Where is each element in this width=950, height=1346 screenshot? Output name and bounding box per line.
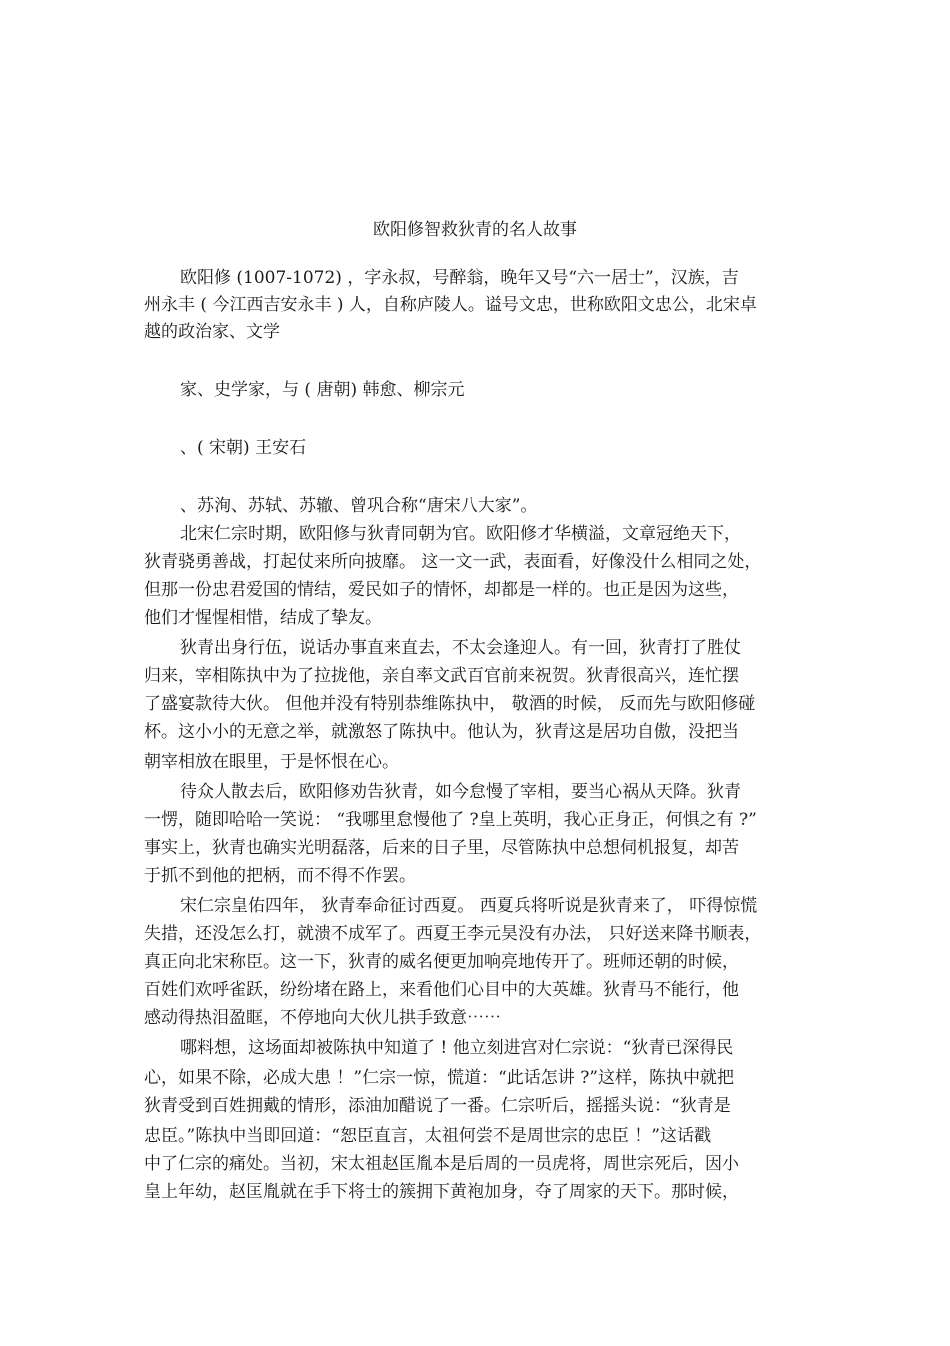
paragraph-line: 皇上年幼，赵匡胤就在手下将士的簇拥下黄袍加身，夺了周家的天下。那时候，	[144, 1182, 739, 1202]
paragraph-line: 归来，宰相陈执中为了拉拢他，亲自率文武百官前来祝贺。狄青很高兴，连忙摆	[144, 666, 739, 686]
paragraph-line: 待众人散去后，欧阳修劝告狄青，如今怠慢了宰相，要当心祸从天降。狄青	[180, 782, 741, 802]
paragraph-line: 哪料想，这场面却被陈执中知道了 ! 他立刻进宫对仁宗说：“狄青已深得民	[180, 1038, 734, 1058]
paragraph-line: 百姓们欢呼雀跃，纷纷堵在路上，来看他们心目中的大英雄。狄青马不能行，他	[144, 980, 739, 1000]
paragraph-line: 狄青受到百姓拥戴的情形，添油加醋说了一番。仁宗听后，摇摇头说：“狄青是	[144, 1096, 731, 1116]
paragraph-line: 越的政治家、文学	[144, 322, 280, 342]
paragraph-line: 家、史学家，与 ( 唐朝) 韩愈、柳宗元	[180, 380, 465, 400]
paragraph-line: 真正向北宋称臣。这一下，狄青的威名便更加响亮地传开了。班师还朝的时候，	[144, 952, 739, 972]
paragraph-line: 失措，还没怎么打，就溃不成军了。西夏王李元昊没有办法， 只好送来降书顺表，	[144, 924, 762, 944]
paragraph-line: 宋仁宗皇佑四年， 狄青奉命征讨西夏。 西夏兵将听说是狄青来了， 吓得惊慌	[180, 896, 758, 916]
paragraph-line: 朝宰相放在眼里，于是怀恨在心。	[144, 752, 399, 772]
paragraph-line: 心，如果不除，必成大患 ！”仁宗一惊，慌道：“此话怎讲 ?”这样，陈执中就把	[144, 1068, 734, 1088]
paragraph-line: 忠臣。”陈执中当即回道：“恕臣直言，太祖何尝不是周世宗的忠臣 ！”这话戳	[144, 1126, 711, 1146]
paragraph-line: 中了仁宗的痛处。当初，宋太祖赵匡胤本是后周的一员虎将，周世宗死后，因小	[144, 1154, 739, 1174]
paragraph-line: 北宋仁宗时期，欧阳修与狄青同朝为官。欧阳修才华横溢，文章冠绝天下，	[180, 524, 741, 544]
paragraph-line: 了盛宴款待大伙。 但他并没有特别恭维陈执中， 敬酒的时候， 反而先与欧阳修碰	[144, 694, 756, 714]
paragraph-line: 、苏洵、苏轼、苏辙、曾巩合称“唐宋八大家”。	[180, 496, 538, 516]
paragraph-line: 事实上，狄青也确实光明磊落，后来的日子里，尽管陈执中总想伺机报复，却苦	[144, 838, 739, 858]
document-title: 欧阳修智救狄青的名人故事	[373, 220, 577, 240]
paragraph-line: 狄青出身行伍，说话办事直来直去，不太会逢迎人。有一回，狄青打了胜仗	[180, 638, 741, 658]
paragraph-line: 杯。这小小的无意之举，就激怒了陈执中。他认为，狄青这是居功自傲，没把当	[144, 722, 739, 742]
paragraph-line: 他们才惺惺相惜，结成了挚友。	[144, 608, 382, 628]
paragraph-line: 狄青骁勇善战，打起仗来所向披靡。 这一文一武，表面看，好像没什么相同之处，	[144, 552, 762, 572]
paragraph-line: 于抓不到他的把柄，而不得不作罢。	[144, 866, 416, 886]
paragraph-line: 一愣，随即哈哈一笑说： “我哪里怠慢他了 ?皇上英明，我心正身正，何惧之有 ?”	[144, 810, 757, 830]
paragraph-line: 感动得热泪盈眶，不停地向大伙儿拱手致意⋯⋯	[144, 1008, 501, 1028]
paragraph-line: 、( 宋朝) 王安石	[180, 438, 307, 458]
paragraph-line: 欧阳修 (1007-1072) ，字永叔，号醉翁，晚年又号“六一居士”，汉族，吉	[180, 268, 739, 288]
paragraph-line: 但那一份忠君爱国的情结，爱民如子的情怀，却都是一样的。也正是因为这些，	[144, 580, 739, 600]
paragraph-line: 州永丰 ( 今江西吉安永丰 ) 人，自称庐陵人。谥号文忠，世称欧阳文忠公，北宋卓	[144, 295, 757, 315]
